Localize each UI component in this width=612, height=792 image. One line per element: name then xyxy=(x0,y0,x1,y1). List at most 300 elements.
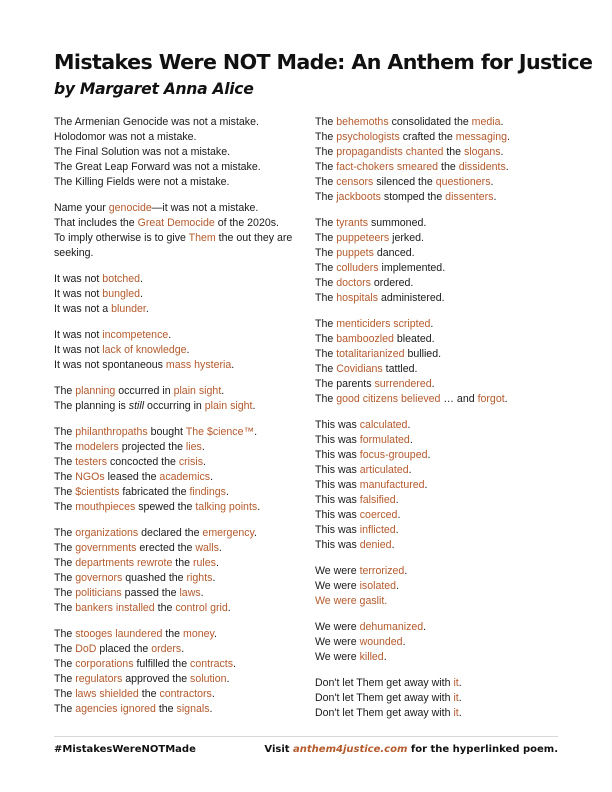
line-text: tattled. xyxy=(382,363,418,375)
line-text: The xyxy=(315,146,337,158)
hyperlinked-word[interactable]: genocide xyxy=(108,202,152,214)
hyperlinked-word[interactable]: propagandists chanted xyxy=(336,146,444,158)
poem-line xyxy=(54,343,304,358)
hyperlinked-word[interactable]: hospitals xyxy=(336,292,379,304)
poem-column-right xyxy=(315,115,565,732)
poem-line xyxy=(315,175,565,190)
hyperlinked-word[interactable]: behemoths xyxy=(336,116,389,128)
line-text: . xyxy=(490,176,494,188)
line-text: . xyxy=(227,602,231,614)
line-text: bought xyxy=(147,426,186,438)
hyperlinked-word[interactable]: good citizens believed xyxy=(336,393,441,405)
line-text: . xyxy=(226,673,230,685)
line-text: . xyxy=(211,688,215,700)
hyperlinked-word[interactable]: emergency xyxy=(202,527,255,539)
line-text: The xyxy=(315,262,337,274)
line-text: It was not xyxy=(54,288,103,300)
poem-line xyxy=(315,332,565,347)
line-text: quashed the xyxy=(122,572,187,584)
poem-column-left xyxy=(54,115,304,728)
hyperlinked-word[interactable]: lies xyxy=(185,441,202,453)
hyperlinked-word[interactable]: crisis xyxy=(178,456,203,468)
hyperlinked-word[interactable]: calculated xyxy=(359,419,408,431)
line-text: . xyxy=(203,456,206,468)
line-text: The xyxy=(54,527,76,539)
line-text: . xyxy=(212,572,216,584)
line-text: Name your xyxy=(54,202,109,214)
line-text: . xyxy=(391,539,395,551)
line-text: This was xyxy=(315,539,360,551)
poem-line xyxy=(315,317,565,332)
line-text: We were xyxy=(315,636,360,648)
stanza xyxy=(54,384,304,414)
line-text: . xyxy=(409,434,413,446)
hyperlinked-word[interactable]: DoD xyxy=(75,643,97,655)
stanza xyxy=(315,115,565,205)
line-text: We were xyxy=(315,651,360,663)
hyperlinked-word[interactable]: laws shielded xyxy=(75,688,139,700)
line-text: . xyxy=(423,621,427,633)
poem-line xyxy=(54,145,304,160)
hyperlinked-word[interactable]: Covidians xyxy=(336,363,383,375)
hyperlinked-word[interactable]: NGOs xyxy=(75,471,105,483)
hyperlinked-word[interactable]: philanthropaths xyxy=(75,426,148,438)
poem-line xyxy=(54,526,304,541)
line-text: The xyxy=(315,131,337,143)
hyperlinked-word[interactable]: contractors xyxy=(159,688,212,700)
line-text: . xyxy=(186,344,190,356)
line-text: spewed the xyxy=(135,501,196,513)
line-text: the xyxy=(154,602,176,614)
hyperlinked-word[interactable]: agencies ignored xyxy=(75,703,156,715)
line-text: fabricated the xyxy=(119,486,190,498)
hyperlinked-word[interactable]: walls xyxy=(195,542,219,554)
poem-line xyxy=(315,538,565,553)
line-text: Don't let Them get away with xyxy=(315,677,454,689)
line-text: . xyxy=(201,441,205,453)
hyperlinked-word[interactable]: talking points xyxy=(195,501,258,513)
hyperlinked-word[interactable]: menticiders scripted xyxy=(336,318,431,330)
hyperlinked-word[interactable]: corporations xyxy=(75,658,134,670)
line-text: bullied. xyxy=(404,348,442,360)
poem-line xyxy=(315,231,565,246)
stanza xyxy=(315,418,565,553)
hyperlinked-word[interactable]: slogans xyxy=(464,146,501,158)
line-text: The Great Leap Forward was not a mistake. xyxy=(54,161,261,173)
stanza xyxy=(315,620,565,665)
hyperlinked-word[interactable]: coerced xyxy=(359,509,398,521)
line-text: the xyxy=(155,703,177,715)
visit-suffix: for the hyperlinked poem. xyxy=(407,744,558,755)
line-text: . xyxy=(168,329,172,341)
poem-line xyxy=(54,115,304,130)
line-text: Holodomor was not a mistake. xyxy=(54,131,197,143)
poem-line xyxy=(315,347,565,362)
line-text: administered. xyxy=(378,292,445,304)
line-text: This was xyxy=(315,524,360,536)
stanza xyxy=(54,115,304,190)
hyperlinked-word[interactable]: killed xyxy=(359,651,384,663)
line-text: placed the xyxy=(96,643,152,655)
line-text: the xyxy=(443,146,465,158)
line-text: The xyxy=(315,292,337,304)
line-text: This was xyxy=(315,464,360,476)
stanza xyxy=(54,201,304,261)
website-link[interactable]: anthem4justice.com xyxy=(293,744,408,755)
line-text: The xyxy=(54,441,76,453)
line-text: It was not xyxy=(54,329,103,341)
line-text: . xyxy=(404,565,408,577)
line-text: The xyxy=(54,385,76,397)
line-text: This was xyxy=(315,509,360,521)
line-text: approved the xyxy=(122,673,191,685)
hyperlinked-word[interactable]: doctors xyxy=(336,277,371,289)
hyperlinked-word[interactable]: rules xyxy=(192,557,216,569)
poem-line xyxy=(315,448,565,463)
poem-line xyxy=(54,556,304,571)
hyperlinked-word[interactable]: academics xyxy=(159,471,211,483)
poem-line xyxy=(315,650,565,665)
hyperlinked-word[interactable]: totalitarianized xyxy=(336,348,405,360)
hyperlinked-word[interactable]: manufactured xyxy=(359,479,425,491)
hyperlinked-word[interactable]: censors xyxy=(336,176,374,188)
line-text: concocted the xyxy=(107,456,179,468)
line-text: The xyxy=(315,176,337,188)
line-text: . xyxy=(395,524,399,536)
poem-line xyxy=(315,377,565,392)
stanza xyxy=(54,425,304,515)
line-text: It was not xyxy=(54,273,103,285)
hyperlinked-word[interactable]: signals xyxy=(176,703,210,715)
hyperlinked-word[interactable]: organizations xyxy=(75,527,139,539)
line-text: The xyxy=(54,628,76,640)
line-text: . xyxy=(458,677,462,689)
poem-line xyxy=(54,425,304,440)
hyperlinked-word[interactable]: focus-grouped xyxy=(359,449,428,461)
line-text: The xyxy=(54,471,76,483)
hyperlinked-word[interactable]: mass hysteria xyxy=(165,359,232,371)
hyperlinked-word[interactable]: articulated xyxy=(359,464,409,476)
line-text: . xyxy=(145,303,149,315)
poem-line xyxy=(315,276,565,291)
line-text: erected the xyxy=(136,542,196,554)
hyperlinked-word[interactable]: plain sight xyxy=(204,400,253,412)
line-text: The xyxy=(54,456,76,468)
hyperlinked-word[interactable]: dissenters xyxy=(445,191,494,203)
line-text: This was xyxy=(315,434,360,446)
line-text: . xyxy=(214,628,217,640)
line-text: of the 2020s. xyxy=(214,217,279,229)
poem-line xyxy=(54,216,304,231)
hyperlinked-word[interactable]: denied xyxy=(359,539,392,551)
hyperlinked-word[interactable]: testers xyxy=(75,456,107,468)
line-text: We were xyxy=(315,621,360,633)
line-text: The xyxy=(54,542,76,554)
poem-line xyxy=(315,362,565,377)
poem-line xyxy=(315,115,565,130)
hyperlinked-word[interactable]: politicians xyxy=(75,587,122,599)
hyperlinked-word[interactable]: surrendered xyxy=(374,378,432,390)
poem-line xyxy=(315,523,565,538)
line-text: . xyxy=(200,587,204,599)
poem-line xyxy=(315,478,565,493)
hyperlinked-word[interactable]: incompetence xyxy=(102,329,169,341)
line-text: the xyxy=(438,161,459,173)
poem-line xyxy=(315,493,565,508)
stanza xyxy=(54,272,304,317)
poem-line xyxy=(54,130,304,145)
hyperlinked-word[interactable]: isolated xyxy=(359,580,397,592)
hyperlinked-word[interactable]: control grid xyxy=(175,602,228,614)
line-text: We were xyxy=(315,580,360,592)
line-text: The xyxy=(315,348,337,360)
hyperlinked-word[interactable]: solution xyxy=(190,673,227,685)
hyperlinked-word[interactable]: lack of knowledge xyxy=(102,344,187,356)
hyperlinked-word[interactable]: dehumanized xyxy=(359,621,424,633)
footer-visit-note xyxy=(264,744,558,755)
poem-line xyxy=(315,463,565,478)
hyperlinked-word[interactable]: blunder xyxy=(111,303,146,315)
poem-line xyxy=(54,384,304,399)
poem-line xyxy=(315,594,565,609)
line-text: The xyxy=(315,333,337,345)
hyperlinked-word[interactable]: bungled xyxy=(102,288,141,300)
hyperlinked-word[interactable]: findings xyxy=(189,486,226,498)
line-text: … and xyxy=(440,393,478,405)
line-text: . xyxy=(396,580,400,592)
poem-line xyxy=(54,485,304,500)
hyperlinked-word[interactable]: regulators xyxy=(75,673,123,685)
line-text: The Killing Fields were not a mistake. xyxy=(54,176,230,188)
line-text: . xyxy=(408,464,412,476)
poem-line xyxy=(54,358,304,373)
poem-line xyxy=(315,691,565,706)
hyperlinked-word[interactable]: it xyxy=(453,692,459,704)
hyperlinked-word[interactable]: terrorized xyxy=(359,565,405,577)
line-text: . xyxy=(430,318,434,330)
poem-line xyxy=(54,672,304,687)
hyperlinked-word[interactable]: bankers installed xyxy=(75,602,155,614)
poem-line xyxy=(54,470,304,485)
hyperlinked-word[interactable]: tyrants xyxy=(336,217,368,229)
line-text: . xyxy=(254,426,258,438)
line-text: The xyxy=(315,217,337,229)
stanza xyxy=(315,564,565,609)
line-text: crafted the xyxy=(399,131,456,143)
hyperlinked-word[interactable]: stooges laundered xyxy=(75,628,163,640)
hyperlinked-word[interactable]: Great Democide xyxy=(137,217,215,229)
poem-line xyxy=(315,261,565,276)
hyperlinked-word[interactable]: it xyxy=(453,707,459,719)
line-text: —it was not a mistake. xyxy=(151,202,259,214)
poem-line xyxy=(315,130,565,145)
poem-line xyxy=(54,231,306,261)
poem-line xyxy=(54,541,304,556)
hyperlinked-word[interactable]: laws xyxy=(179,587,201,599)
line-text: It was not xyxy=(54,344,103,356)
line-text: The xyxy=(315,277,337,289)
line-text: The xyxy=(54,602,76,614)
line-text: The xyxy=(54,688,76,700)
line-text: ordered. xyxy=(370,277,414,289)
poem-line xyxy=(315,246,565,261)
line-text: . xyxy=(231,359,235,371)
poem-line xyxy=(54,399,306,414)
poem-line xyxy=(54,586,304,601)
line-text: The parents xyxy=(315,378,375,390)
hyperlinked-word[interactable]: Them xyxy=(188,232,216,244)
line-text: The xyxy=(315,363,337,375)
line-text: . xyxy=(395,494,399,506)
line-text: . xyxy=(458,692,462,704)
hyperlinked-word[interactable]: rights xyxy=(186,572,213,584)
hyperlinked-word[interactable]: mouthpieces xyxy=(75,501,136,513)
hyperlinked-word[interactable]: botched xyxy=(102,273,140,285)
footer-hashtag: #MistakesWereNOTMade xyxy=(54,744,196,755)
hyperlinked-word[interactable]: colluders xyxy=(336,262,379,274)
line-text: The Armenian Genocide was not a mistake. xyxy=(54,116,259,128)
poem-line xyxy=(315,216,565,231)
poem-line xyxy=(315,635,565,650)
poem-line xyxy=(54,601,304,616)
hyperlinked-word[interactable]: jackboots xyxy=(336,191,381,203)
hyperlinked-word[interactable]: contracts xyxy=(190,658,234,670)
line-text: We were xyxy=(315,565,360,577)
line-text: declared the xyxy=(138,527,203,539)
line-text: This was xyxy=(315,449,360,461)
line-text: The xyxy=(315,393,337,405)
poem-line xyxy=(315,160,565,175)
line-text: . xyxy=(424,479,428,491)
poem-line xyxy=(54,642,304,657)
line-text: . xyxy=(252,400,256,412)
hyperlinked-word[interactable]: governors xyxy=(75,572,123,584)
hyperlinked-word[interactable]: orders xyxy=(151,643,182,655)
page-title: Mistakes Were NOT Made: An Anthem for Justice xyxy=(54,50,593,74)
line-text: The xyxy=(315,161,337,173)
hyperlinked-word[interactable]: The $cience™ xyxy=(185,426,255,438)
stanza xyxy=(54,328,304,373)
hyperlinked-word[interactable]: messaging xyxy=(455,131,507,143)
hyperlinked-word[interactable]: it xyxy=(453,677,459,689)
line-text: bleated. xyxy=(393,333,435,345)
line-text: . xyxy=(233,658,236,670)
line-text: the xyxy=(138,688,160,700)
line-text: occurring in xyxy=(144,400,205,412)
line-text: The xyxy=(54,426,76,438)
line-text: silenced the xyxy=(373,176,436,188)
poem-line xyxy=(315,145,565,160)
hyperlinked-word[interactable]: governments xyxy=(75,542,137,554)
stanza xyxy=(315,317,565,407)
hyperlinked-word[interactable]: fact-chokers smeared xyxy=(336,161,439,173)
line-text: The Final Solution was not a mistake. xyxy=(54,146,231,158)
hyperlinked-word[interactable]: inflicted xyxy=(359,524,396,536)
poem-line xyxy=(54,657,304,672)
line-text: The xyxy=(54,703,76,715)
footer-divider xyxy=(54,736,558,737)
line-text: . xyxy=(140,288,143,300)
poem-line xyxy=(54,287,304,302)
line-text: This was xyxy=(315,419,360,431)
line-text: . xyxy=(140,273,143,285)
hyperlinked-word[interactable]: modelers xyxy=(75,441,119,453)
line-text: implemented. xyxy=(378,262,446,274)
hyperlinked-word[interactable]: money xyxy=(183,628,215,640)
poem-line xyxy=(54,440,304,455)
line-text: . xyxy=(402,636,406,648)
line-text: The xyxy=(54,587,76,599)
poem-line xyxy=(315,433,565,448)
line-text: . xyxy=(407,419,411,431)
line-text: The xyxy=(54,486,76,498)
hyperlinked-word[interactable]: forgot xyxy=(477,393,505,405)
poem-line xyxy=(54,687,304,702)
line-text: The xyxy=(54,557,76,569)
line-text: . xyxy=(397,509,401,521)
poem-line xyxy=(315,579,565,594)
hyperlinked-word[interactable]: dissidents xyxy=(458,161,506,173)
hyperlinked-word[interactable]: departments rewrote xyxy=(75,557,173,569)
line-text: . xyxy=(209,703,213,715)
hyperlinked-word[interactable]: $cientists xyxy=(75,486,120,498)
poem-line xyxy=(315,392,565,407)
poem-line xyxy=(315,418,565,433)
hyperlinked-word[interactable]: questioners xyxy=(435,176,491,188)
line-text: projected the xyxy=(118,441,186,453)
hyperlinked-word[interactable]: puppets xyxy=(336,247,374,259)
hyperlinked-word[interactable]: bamboozled xyxy=(336,333,394,345)
poem-line xyxy=(315,291,565,306)
hyperlinked-word[interactable]: wounded xyxy=(359,636,403,648)
hyperlinked-word[interactable]: psychologists xyxy=(336,131,400,143)
poem-line xyxy=(54,328,304,343)
hyperlinked-word[interactable]: planning xyxy=(75,385,116,397)
line-text: passed the xyxy=(121,587,180,599)
line-text: The xyxy=(54,658,76,670)
hyperlinked-word[interactable]: We were gaslit. xyxy=(315,595,388,607)
line-text: the out they are seeking. xyxy=(54,232,293,259)
hyperlinked-word[interactable]: plain sight xyxy=(173,385,222,397)
line-text: the xyxy=(162,628,183,640)
line-text: stomped the xyxy=(380,191,446,203)
author-byline: by Margaret Anna Alice xyxy=(54,80,254,98)
hyperlinked-word[interactable]: media xyxy=(471,116,501,128)
stanza xyxy=(315,676,565,721)
line-text: . xyxy=(500,116,504,128)
line-text: The xyxy=(315,318,337,330)
emphasized-word: still xyxy=(128,400,145,412)
hyperlinked-word[interactable]: falsified xyxy=(359,494,396,506)
poem-line xyxy=(54,455,304,470)
hyperlinked-word[interactable]: formulated xyxy=(359,434,410,446)
line-text: . xyxy=(221,385,225,397)
line-text: The xyxy=(54,673,76,685)
line-text: occurred in xyxy=(115,385,174,397)
poem-line xyxy=(315,508,565,523)
line-text: . xyxy=(181,643,185,655)
stanza xyxy=(54,526,304,616)
poem-line xyxy=(315,190,565,205)
line-text: . xyxy=(210,471,214,483)
line-text: . xyxy=(504,393,508,405)
poem-line xyxy=(54,272,304,287)
line-text: The xyxy=(315,116,337,128)
poem-line xyxy=(54,175,304,190)
poem-line xyxy=(54,627,304,642)
hyperlinked-word[interactable]: puppeteers xyxy=(336,232,390,244)
poem-line xyxy=(54,500,304,515)
